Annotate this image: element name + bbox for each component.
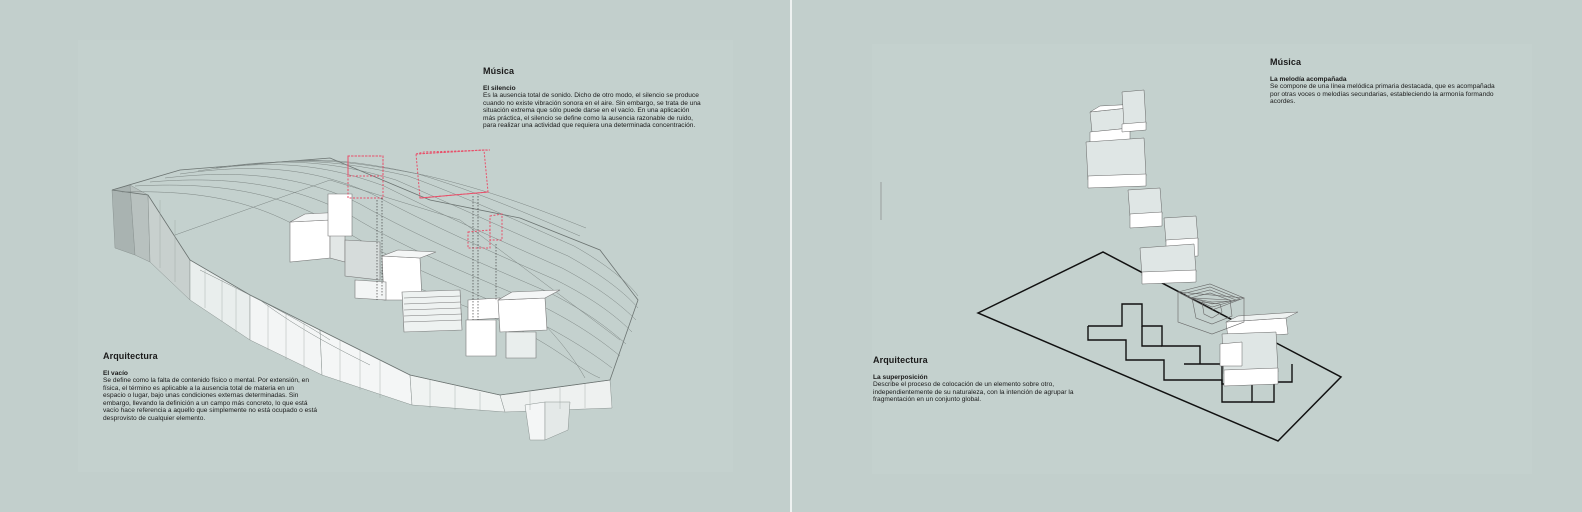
melody-description: Se compone de una línea melódica primaria destacada, que es acompañada por otras voces o melodías secundarias, estableciendo la armonía formando acordes. [1270, 83, 1495, 105]
dashed-void-volumes [348, 150, 502, 248]
silence-music-block [483, 66, 701, 130]
music-heading: Música [483, 66, 515, 76]
silence-description: Es la ausencia total de sonido. Dicho de otro modo, el silencio se produce cuando no existe vibración sonora en el aire. Sin embargo, se trata de una situación extrema que sólo puede darse en el vacío. En una aplicación más práctica, el silencio se define como la ausencia razonable de ruido, para realizar una actividad que requiera una determinada concentración. [483, 92, 701, 129]
melody-music-block [1270, 57, 1495, 106]
void-architecture-block [103, 351, 318, 422]
music-heading: Música [1270, 57, 1302, 67]
superposition-subheading: La superposición [873, 374, 928, 381]
superposition-description: Describe el proceso de colocación de un elemento sobre otro, independientemente de su naturaleza, con la intención de agrupar la fragmentación en un conjunto global. [873, 381, 1074, 403]
superposition-architecture-block [873, 355, 1083, 404]
silence-subheading: El silencio [483, 85, 516, 92]
void-description: Se define como la falta de contenido físico o mental. Por extensión, en física, el término es aplicable a la ausencia total de materia en un espacio o lugar, bajo unas condiciones externas determinadas. Sin embargo, llevando la definición a un campo más concreto, lo que está vacío hace referencia a aquello que simplemente no está ocupado o está desprovisto de cualquier elemento. [103, 377, 318, 422]
void-subheading: El vacío [103, 370, 128, 377]
architecture-heading: Arquitectura [873, 355, 928, 365]
stacked-cubes [1086, 90, 1298, 386]
melody-subheading: La melodía acompañada [1270, 76, 1347, 83]
building-volumes [290, 194, 560, 358]
architecture-heading: Arquitectura [103, 351, 158, 361]
